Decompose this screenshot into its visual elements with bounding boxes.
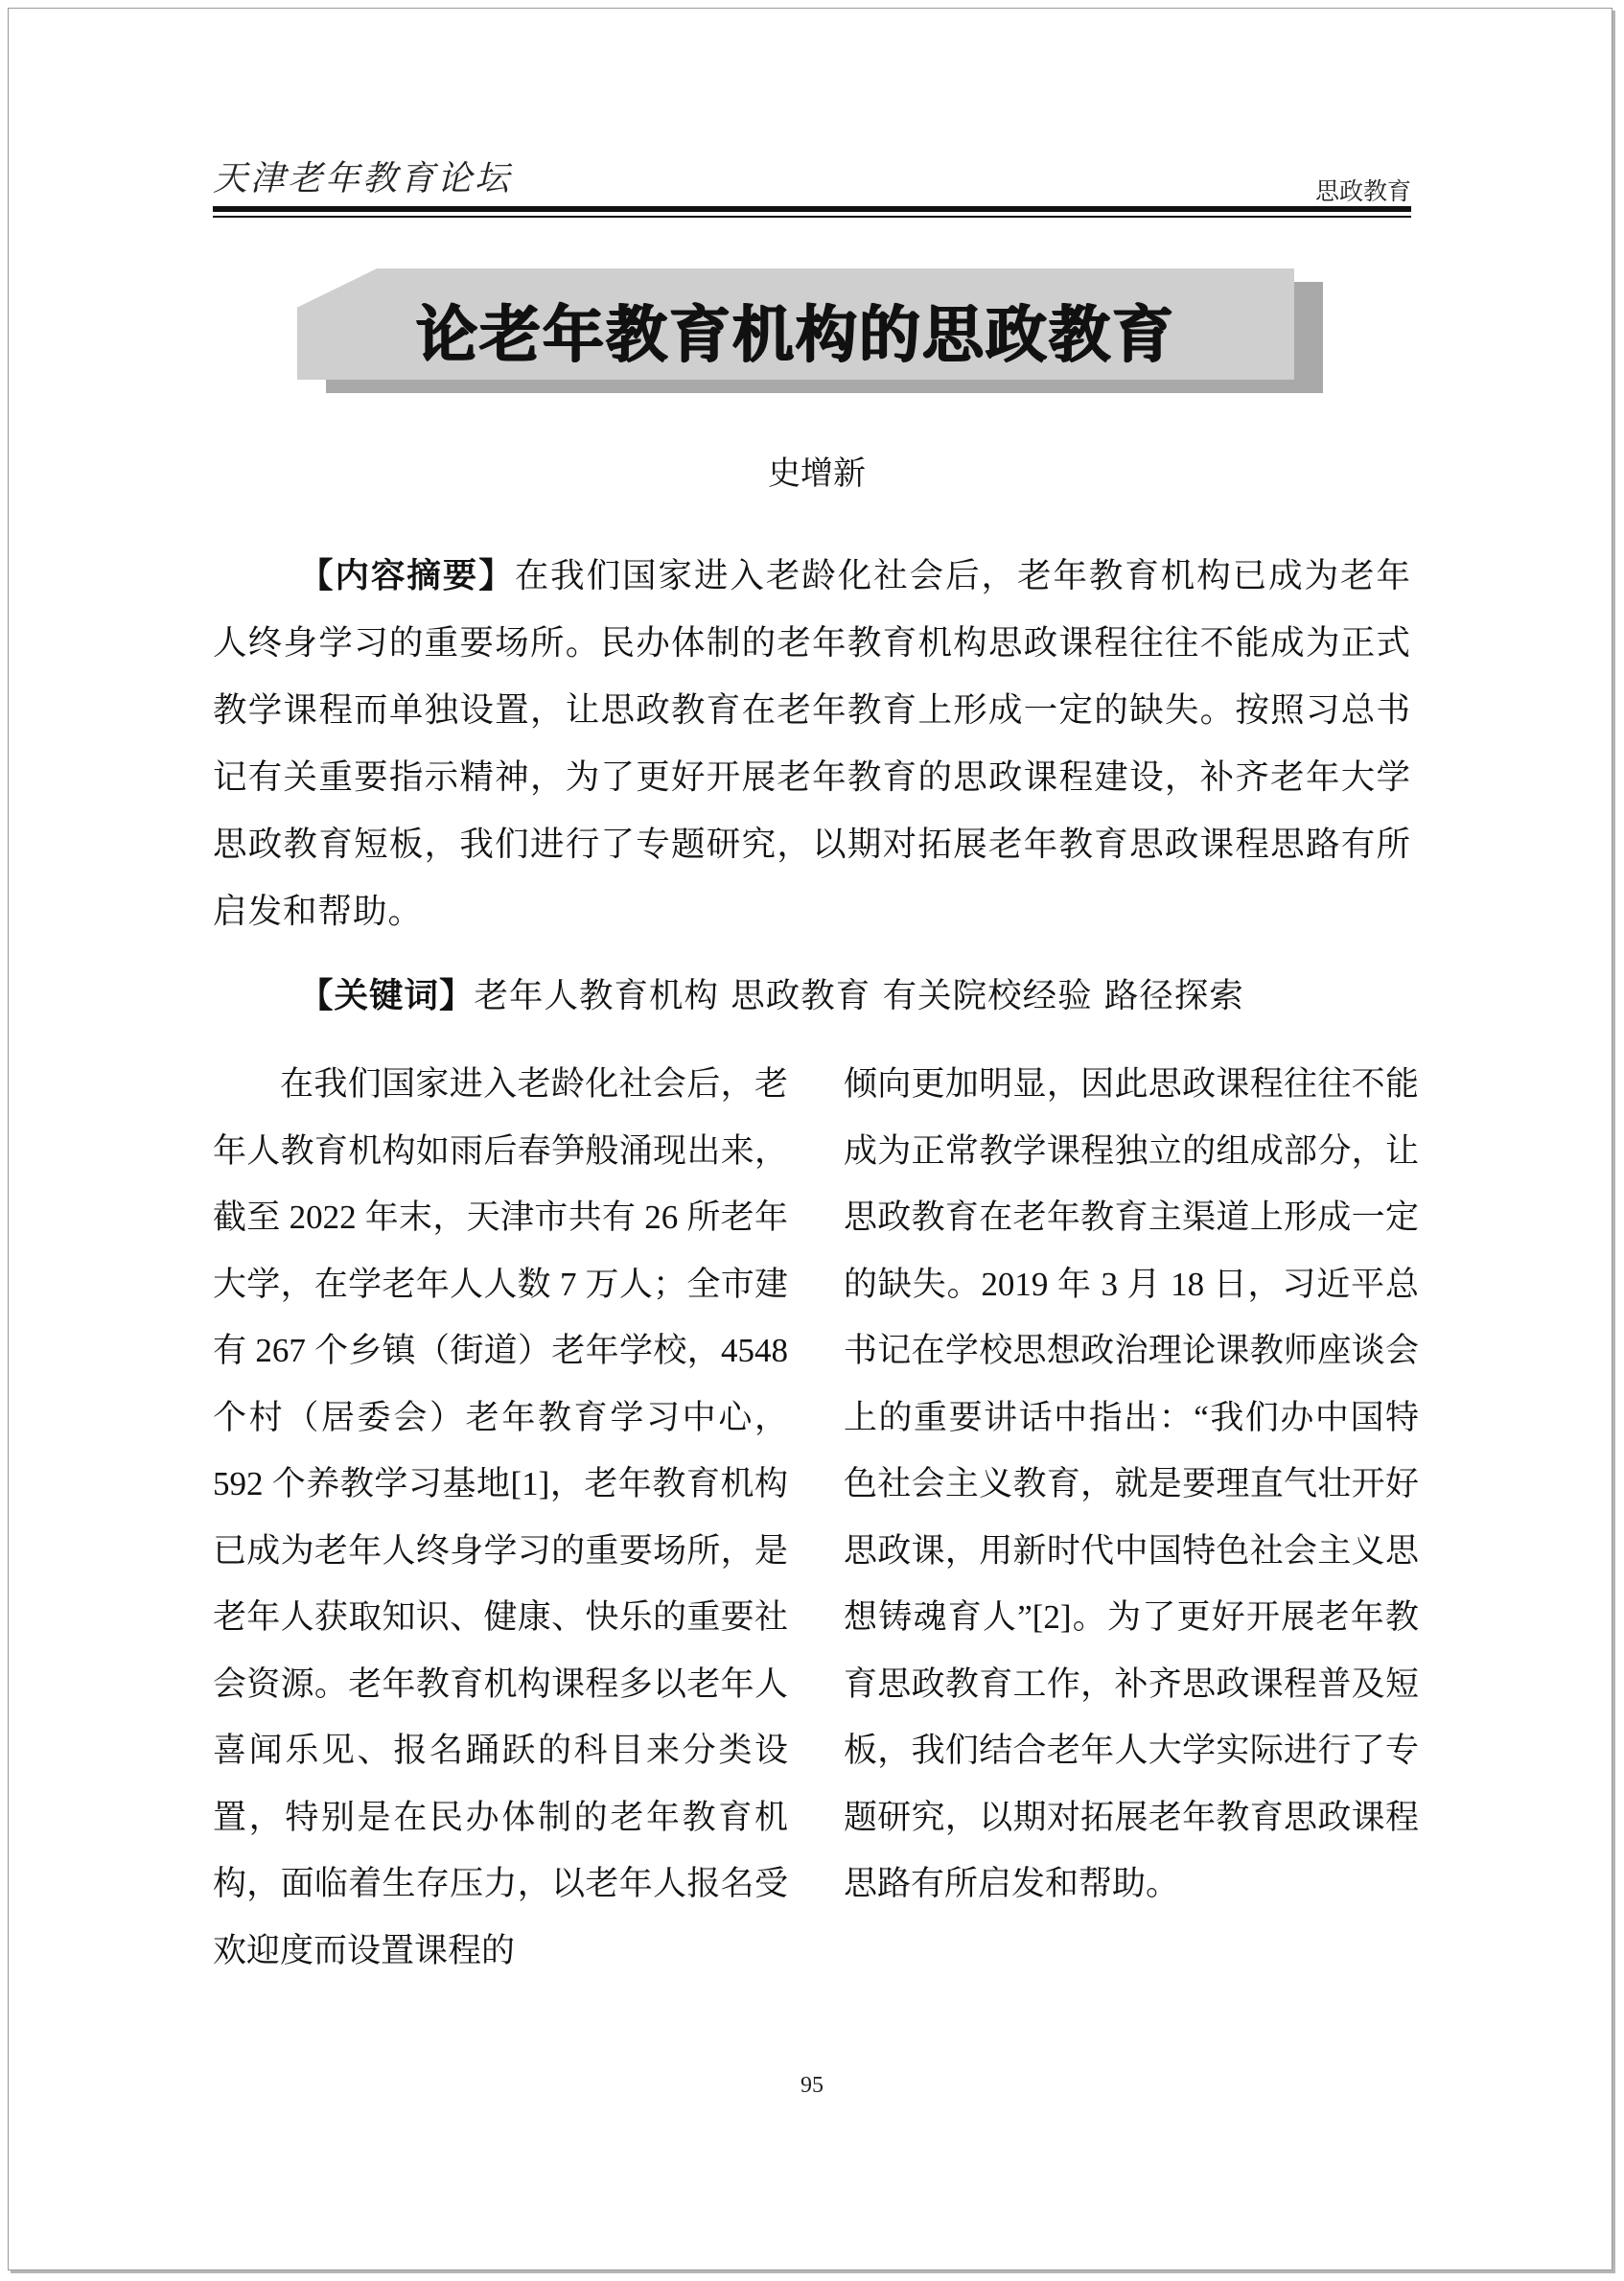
keywords-line — [299, 963, 1411, 1030]
keywords-text: 老年人教育机构 思政教育 有关院校经验 路径探索 — [474, 976, 1244, 1015]
body-column-right: 倾向更加明显，因此思政课程往往不能成为正常教学课程独立的组成部分，让思政教育在老年教育主渠道上形成一定的缺失。2019 年 3 月 18 日，习近平总书记在学校思想政治理论课教师座谈会上的重要讲话中指出：“我们办中国特色社会主义教育，就是要理直气壮开好思政课，用新时代中国特色社会主义思想铸魂育人”[2]。为了更好开展老年教育思政教育工作，补齐思政课程普及短板，我们结合老年人大学实际进行了专题研究，以期对拓展老年教育思政课程思路有所启发和帮助。 — [844, 1065, 1419, 1902]
header-rule-thin — [213, 216, 1411, 218]
abstract-text: 在我们国家进入老龄化社会后，老年教育机构已成为老年人终身学习的重要场所。民办体制的老年教育机构思政课程往往不能成为正式教学课程而单独设置，让思政教育在老年教育上形成一定的缺失。按照习总书记有关重要指示精神，为了更好开展老年教育的思政课程建设，补齐老年大学思政教育短板，我们进行了专题研究，以期对拓展老年教育思政课程思路有所启发和帮助。 — [213, 556, 1411, 931]
keywords-label: 【关键词】 — [299, 976, 475, 1015]
article-author: 史增新 — [768, 454, 866, 493]
abstract-label: 【内容摘要】 — [299, 556, 515, 595]
journal-logo: 天津老年教育论坛 — [213, 159, 513, 198]
title-banner — [297, 268, 1323, 393]
abstract-paragraph — [213, 543, 1411, 945]
header-rule-thick — [213, 206, 1411, 212]
page-number: 95 — [800, 2073, 824, 2098]
body-column-left: 在我们国家进入老龄化社会后，老年人教育机构如雨后春笋般涌现出来，截至 2022 年末，天津市共有 26 所老年大学，在学老年人人数 7 万人；全市建有 267 个乡镇（街道）老年学校，4548 个村（居委会）老年教育学习中心，592 个养教学习基地[1]，老年教育机构已成为老年人终身学习的重要场所，是老年人获取知识、健康、快乐的重要社会资源。老年教育机构课程多以老年人喜闻乐见、报名踊跃的科目来分类设置，特别是在民办体制的老年教育机构，面临着生存压力，以老年人报名受欢迎度而设置课程的 — [213, 1065, 788, 1969]
section-label: 思政教育 — [1314, 177, 1411, 205]
article-title: 论老年教育机构的思政教育 — [416, 300, 1175, 371]
